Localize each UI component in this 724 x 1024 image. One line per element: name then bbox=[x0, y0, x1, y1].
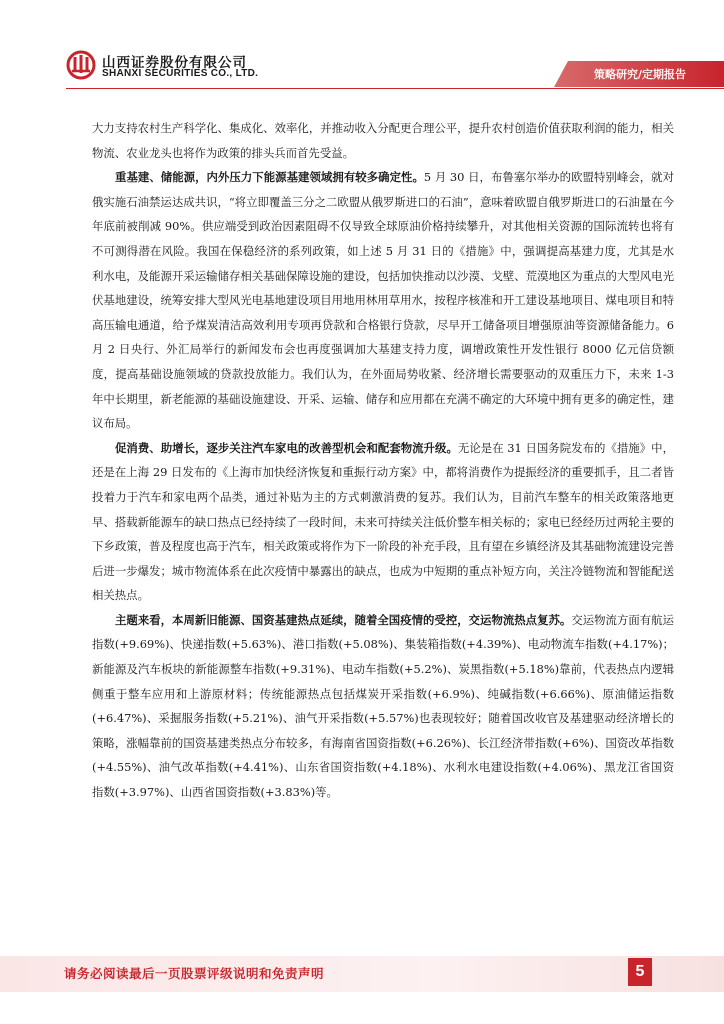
header-divider bbox=[66, 88, 724, 89]
paragraph-3 bbox=[92, 436, 674, 608]
paragraph-4-heading: 主题来看，本周新旧能源、国资基建热点延续，随着全国疫情的受控，交运物流热点复苏。 bbox=[115, 612, 572, 627]
company-name-en: SHANXI SECURITIES CO., LTD. bbox=[102, 68, 259, 79]
report-type-tag: 策略研究/定期报告 bbox=[593, 68, 686, 81]
paragraph-2-heading: 重基建、储能源，内外压力下能源基建领域拥有较多确定性。 bbox=[115, 170, 424, 185]
paragraph-4-text: 交运物流方面有航运指数(+9.69%)、快递指数(+5.63%)、港口指数(+5.08%)、集装箱指数(+4.39%)、电动物流车指数(+4.17%)；新能源及汽车板块的新能源整车指数(+9.31%)、电动车指数(+5.2%)、炭黑指数(+5.18%)靠前，代表热点内逻辑侧重于整车应用和上游原材料；传统能源热点包括煤炭开采指数(+6.9%)、纯碱指数(+6.66%)、原油储运指数(+6.47%)、采掘服务指数(+5.21%)、油气开采指数(+5.57%)也表现较好；随着国改收官及基建驱动经济增长的策略，涨幅靠前的国资基建类热点分布较多，有海南省国资指数(+6.26%)、长江经济带指数(+6%)、国资改革指数(+4.55%)、油气改革指数(+4.41%)、山东省国资指数(+4.18%)、水利水电建设指数(+4.06%)、黑龙江省国资指数(+3.97%)、山西省国资指数(+3.83%)等。 bbox=[92, 612, 674, 800]
paragraph-2 bbox=[92, 165, 674, 436]
paragraph-4 bbox=[92, 608, 674, 805]
paragraph-3-heading: 促消费、助增长，逐步关注汽车家电的改善型机会和配套物流升级。 bbox=[115, 440, 458, 455]
company-name-cn: 山西证券股份有限公司 bbox=[102, 55, 247, 71]
paragraph-1-text: 大力支持农村生产科学化、集成化、效率化，并推动收入分配更合理公平，提升农村创造价值获取利润的能力，相关物流、农业龙头也将作为政策的排头兵而首先受益。 bbox=[92, 121, 674, 160]
paragraph-1 bbox=[92, 116, 674, 165]
report-body bbox=[92, 116, 674, 805]
company-logo-icon bbox=[66, 50, 96, 80]
paragraph-2-text: 5 月 30 日，布鲁塞尔举办的欧盟特别峰会，就对俄实施石油禁运达成共识，“将立即覆盖三分之二欧盟从俄罗斯进口的石油”，意味着欧盟自俄罗斯进口的石油量在今年底前被削减 90%。供应端受到政治因素阻碍不仅导致全球原油价格持续攀升，对其他相关资源的国际流转也将有不可测得潜在风险。我国在保稳经济的系列政策，如上述 5 月 31 日的《措施》中，强调提高基建力度，尤其是水利水电，及能源开采运输储存相关基础保障设施的建设，包括加快推动以沙漠、戈壁、荒漠地区为重点的大型风电光伏基地建设，统筹安排大型风光电基地建设项目用地用林用草用水，按程序核准和开工建设基地项目、煤电项目和特高压输电通道，给予煤炭清洁高效利用专项再贷款和合格银行贷款，尽早开工储备项目增强原油等资源储备能力。6 月 2 日央行、外汇局举行的新闻发布会也再度强调加大基建支持力度，调增政策性开发性银行 8000 亿元信贷额度，提高基础设施领域的贷款投放能力。我们认为，在外面局势收紧、经济增长需要驱动的双重压力下，未来 1-3 年中长期里，新老能源的基础设施建设、开采、运输、储存和应用都在充满不确定的大环境中拥有更多的确定性，建议布局。 bbox=[92, 170, 674, 431]
disclaimer-notice: 请务必阅读最后一页股票评级说明和免责声明 bbox=[64, 966, 325, 981]
page-number: 5 bbox=[628, 958, 652, 986]
page-header bbox=[0, 0, 724, 96]
paragraph-3-text: 无论是在 31 日国务院发布的《措施》中，还是在上海 29 日发布的《上海市加快经济恢复和重振行动方案》中，都将消费作为提振经济的重要抓手，且二者皆投着力于汽车和家电两个品类，通过补贴为主的方式刺激消费的复苏。我们认为，目前汽车整车的相关政策落地更早、搭载新能源车的缺口热点已经持续了一段时间，未来可持续关注低价整车相关标的；家电已经经历过两轮主要的下乡政策，普及程度也高于汽车，相关政策或将作为下一阶段的补充手段，且有望在乡镇经济及其基础物流建设完善后进一步爆发；城市物流体系在此次疫情中暴露出的缺点，也成为中短期的重点补短方向，关注冷链物流和智能配送相关热点。 bbox=[92, 440, 674, 603]
